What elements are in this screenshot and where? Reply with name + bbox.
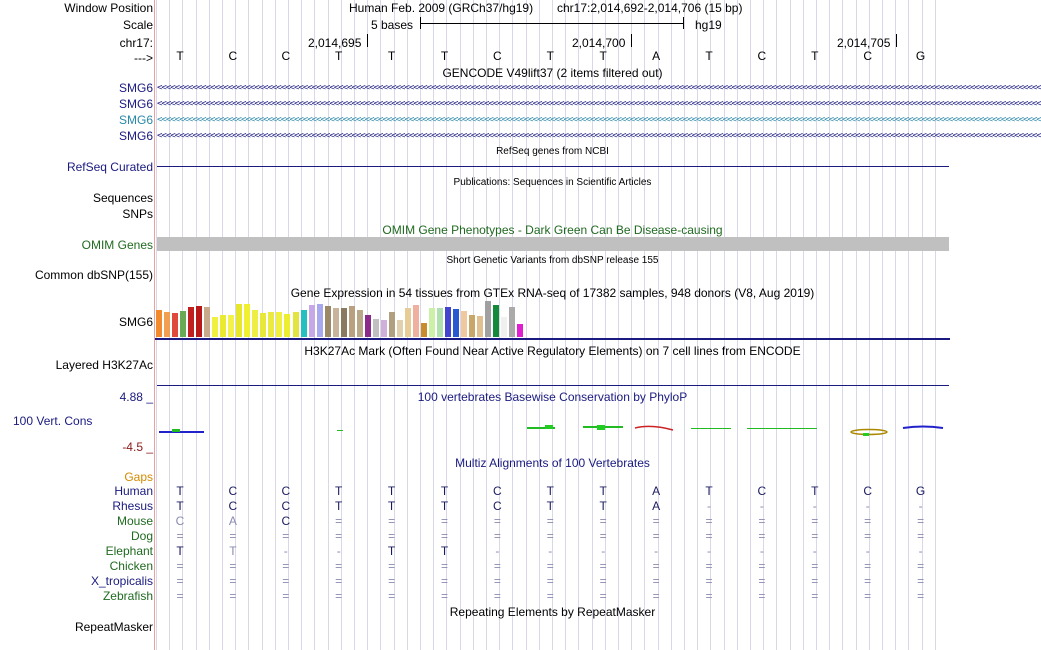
species-label[interactable]: Rhesus bbox=[112, 499, 153, 513]
alignment-base: = bbox=[864, 529, 872, 543]
alignment-base: = bbox=[493, 514, 501, 528]
alignment-base: = bbox=[176, 529, 184, 543]
gtex-tissue-bar[interactable] bbox=[349, 306, 355, 337]
alignment-base: = bbox=[917, 589, 925, 603]
alignment-base: T bbox=[546, 499, 554, 513]
alignment-base: = bbox=[388, 589, 396, 603]
alignment-base: T bbox=[176, 484, 184, 498]
alignment-base: T bbox=[440, 499, 449, 513]
alignment-base: = bbox=[176, 574, 184, 588]
gtex-expression-bars[interactable] bbox=[156, 300, 536, 337]
alignment-base: - bbox=[812, 499, 817, 513]
alignment-base: = bbox=[864, 589, 872, 603]
alignment-base: A bbox=[652, 484, 661, 498]
alignment-base: = bbox=[917, 559, 925, 573]
alignment-base: = bbox=[493, 529, 501, 543]
dna-base: T bbox=[546, 49, 554, 63]
dna-base: T bbox=[335, 49, 343, 63]
alignment-base: = bbox=[440, 529, 448, 543]
dna-base: C bbox=[281, 49, 291, 63]
alignment-base: = bbox=[811, 574, 819, 588]
alignment-base: = bbox=[864, 574, 872, 588]
ruler-tick-label: 2,014,700 bbox=[572, 36, 626, 50]
gene-model-arrows[interactable]: <<<<<<<<<<<<<<<<<<<<<<<<<<<<<<<<<<<<<<<<<<<<<<<<<<<<<<<<<<<<<<<<<<<<<<<<<<<<<<<<<<<<<<<<<<<<<<<<<<<<<<<<<<<<<<<<<<<<<<<<<<<<<<<<<<<<<<<<<<<<<<<<<<<<<<<<<<<<<<<<<<<<<<<<<<<<<<<<<<<<<<<<<<<<<<<<<<<<<<<< bbox=[157, 99, 1041, 109]
dna-base: A bbox=[652, 49, 661, 63]
gtex-tissue-bar[interactable] bbox=[164, 312, 170, 337]
species-label[interactable]: Dog bbox=[130, 529, 153, 543]
alignment-base: = bbox=[864, 559, 872, 573]
dbsnp-track-label[interactable]: Common dbSNP(155) bbox=[34, 268, 153, 282]
gtex-tissue-bar[interactable] bbox=[509, 307, 515, 337]
alignment-base: = bbox=[546, 529, 554, 543]
h3k27ac-track-title: H3K27Ac Mark (Often Found Near Active Regulatory Elements) on 7 cell lines from ENCODE bbox=[304, 344, 801, 358]
alignment-base: C bbox=[228, 499, 238, 513]
gtex-tissue-bar[interactable] bbox=[156, 310, 162, 337]
gtex-track-label[interactable]: SMG6 bbox=[118, 315, 153, 329]
gtex-tissue-bar[interactable] bbox=[252, 310, 258, 337]
alignment-base: = bbox=[599, 529, 607, 543]
alignment-base: = bbox=[811, 559, 819, 573]
gtex-tissue-bar[interactable] bbox=[301, 310, 307, 337]
gtex-tissue-bar[interactable] bbox=[493, 305, 499, 337]
alignment-base: = bbox=[599, 514, 607, 528]
gencode-item-label[interactable]: SMG6 bbox=[118, 97, 153, 111]
gtex-tissue-bar[interactable] bbox=[517, 324, 523, 337]
gtex-tissue-bar[interactable] bbox=[421, 323, 427, 337]
gtex-tissue-bar[interactable] bbox=[196, 306, 202, 337]
alignment-base: T bbox=[440, 544, 449, 558]
alignment-base: T bbox=[599, 499, 607, 513]
alignment-base: - bbox=[759, 499, 764, 513]
refseq-track-label[interactable]: RefSeq Curated bbox=[66, 160, 153, 174]
dna-sequence-row bbox=[0, 49, 950, 63]
alignment-base: = bbox=[176, 559, 184, 573]
gtex-tissue-bar[interactable] bbox=[397, 320, 403, 337]
omim-track-label[interactable]: OMIM Genes bbox=[81, 238, 153, 252]
ruler-tick-label: 2,014,705 bbox=[837, 36, 891, 50]
alignment-base: T bbox=[335, 499, 343, 513]
alignment-base: - bbox=[865, 499, 870, 513]
repeatmasker-track-title: Repeating Elements by RepeatMasker bbox=[449, 605, 656, 619]
publications-track-title: Publications: Sequences in Scientific Articles bbox=[453, 177, 652, 188]
alignment-base: = bbox=[546, 574, 554, 588]
phylop-max-label: 4.88 _ bbox=[119, 390, 153, 404]
alignment-base: = bbox=[652, 559, 660, 573]
gene-model-arrows[interactable]: <<<<<<<<<<<<<<<<<<<<<<<<<<<<<<<<<<<<<<<<<<<<<<<<<<<<<<<<<<<<<<<<<<<<<<<<<<<<<<<<<<<<<<<<<<<<<<<<<<<<<<<<<<<<<<<<<<<<<<<<<<<<<<<<<<<<<<<<<<<<<<<<<<<<<<<<<<<<<<<<<<<<<<<<<<<<<<<<<<<<<<<<<<<<<<<<<<<<<<<< bbox=[157, 83, 1041, 93]
ruler-tick bbox=[631, 34, 632, 47]
alignment-base: - bbox=[654, 544, 659, 558]
alignment-base: = bbox=[546, 559, 554, 573]
h3k27ac-track-label[interactable]: Layered H3K27Ac bbox=[55, 358, 153, 372]
phylop-signal[interactable] bbox=[157, 420, 949, 440]
alignment-base: T bbox=[811, 484, 819, 498]
alignment-base: - bbox=[336, 544, 341, 558]
ruler-tick-label: 2,014,695 bbox=[308, 36, 362, 50]
alignment-base: - bbox=[918, 544, 923, 558]
ruler-tick bbox=[367, 34, 368, 47]
alignment-base: - bbox=[759, 544, 764, 558]
alignment-base: = bbox=[652, 514, 660, 528]
alignment-base: = bbox=[388, 559, 396, 573]
snps-track-label[interactable]: SNPs bbox=[122, 207, 153, 221]
gtex-tissue-bar[interactable] bbox=[365, 315, 371, 337]
alignment-base: = bbox=[705, 589, 713, 603]
alignment-base: - bbox=[865, 544, 870, 558]
alignment-base: T bbox=[440, 484, 449, 498]
gtex-tissue-bar[interactable] bbox=[469, 315, 475, 337]
dna-base: G bbox=[915, 49, 926, 63]
species-label[interactable]: Elephant bbox=[105, 544, 153, 558]
gtex-tissue-bar[interactable] bbox=[413, 305, 419, 337]
alignment-base: C bbox=[757, 484, 767, 498]
alignment-base: = bbox=[282, 529, 290, 543]
alignment-base: - bbox=[495, 544, 500, 558]
phylop-track-label[interactable]: 100 Vert. Cons bbox=[13, 414, 93, 428]
alignment-base: = bbox=[335, 559, 343, 573]
gencode-track-title: GENCODE V49lift37 (2 items filtered out) bbox=[442, 66, 663, 80]
gtex-tissue-bar[interactable] bbox=[485, 301, 491, 337]
alignment-base: = bbox=[705, 514, 713, 528]
alignment-base: = bbox=[599, 559, 607, 573]
alignment-base: = bbox=[811, 529, 819, 543]
alignment-base: = bbox=[652, 529, 660, 543]
alignment-base: T bbox=[546, 484, 554, 498]
alignment-base: = bbox=[811, 589, 819, 603]
alignment-base: = bbox=[282, 574, 290, 588]
gtex-baseline bbox=[155, 338, 950, 340]
alignment-base: = bbox=[599, 574, 607, 588]
alignment-base: = bbox=[493, 589, 501, 603]
multiz-track-title: Multiz Alignments of 100 Vertebrates bbox=[455, 456, 650, 470]
window-position-label: Window Position bbox=[64, 1, 153, 15]
alignment-base: = bbox=[705, 529, 713, 543]
alignment-base: - bbox=[707, 499, 711, 513]
gtex-tissue-bar[interactable] bbox=[373, 319, 379, 337]
alignment-base: = bbox=[705, 559, 713, 573]
gtex-tissue-bar[interactable] bbox=[268, 312, 274, 337]
alignment-base: A bbox=[228, 514, 237, 528]
gtex-tissue-bar[interactable] bbox=[212, 317, 218, 337]
phylop-min-label: -4.5 _ bbox=[122, 440, 153, 454]
gtex-tissue-bar[interactable] bbox=[309, 305, 315, 337]
position-text[interactable]: chr17:2,014,692-2,014,706 (15 bp) bbox=[557, 1, 743, 15]
alignment-base: A bbox=[652, 499, 661, 513]
gencode-item-label[interactable]: SMG6 bbox=[118, 129, 153, 143]
dna-base: T bbox=[387, 49, 396, 63]
dna-base: C bbox=[493, 49, 502, 63]
dna-base: C bbox=[228, 49, 238, 63]
alignment-base: C bbox=[281, 484, 291, 498]
alignment-base: = bbox=[758, 529, 766, 543]
alignment-base: C bbox=[281, 514, 291, 528]
dna-base: C bbox=[863, 49, 873, 63]
alignment-base: = bbox=[335, 514, 343, 528]
alignment-base: = bbox=[758, 589, 766, 603]
species-label[interactable]: Zebrafish bbox=[102, 589, 153, 603]
multiz-alignment bbox=[0, 484, 950, 604]
gtex-tissue-bar[interactable] bbox=[453, 309, 459, 337]
alignment-base: = bbox=[388, 514, 396, 528]
alignment-base: T bbox=[176, 499, 184, 513]
alignment-base: = bbox=[758, 559, 766, 573]
alignment-base: = bbox=[758, 574, 766, 588]
gtex-tissue-bar[interactable] bbox=[389, 312, 395, 337]
alignment-base: - bbox=[812, 544, 817, 558]
chrom-label: chr17: bbox=[119, 36, 153, 50]
dna-base: T bbox=[176, 49, 184, 63]
db-name: hg19 bbox=[695, 18, 722, 32]
alignment-base: = bbox=[335, 529, 343, 543]
alignment-base: = bbox=[282, 559, 290, 573]
dna-base: T bbox=[440, 49, 449, 63]
alignment-base: C bbox=[493, 499, 502, 513]
refseq-track-title: RefSeq genes from NCBI bbox=[496, 146, 609, 157]
alignment-base: = bbox=[917, 529, 925, 543]
scale-bar bbox=[420, 17, 684, 29]
gtex-tissue-bar[interactable] bbox=[228, 315, 234, 337]
gtex-tissue-bar[interactable] bbox=[477, 316, 483, 337]
refseq-gene-line[interactable] bbox=[157, 166, 949, 167]
gtex-tissue-bar[interactable] bbox=[220, 315, 226, 337]
alignment-base: - bbox=[918, 499, 923, 513]
alignment-base: T bbox=[229, 544, 237, 558]
assembly-title: Human Feb. 2009 (GRCh37/hg19) bbox=[349, 1, 534, 15]
sequences-track-label[interactable]: Sequences bbox=[92, 191, 153, 205]
alignment-base: G bbox=[915, 484, 926, 498]
gtex-tissue-bar[interactable] bbox=[172, 313, 178, 337]
alignment-base: = bbox=[176, 589, 184, 603]
alignment-base: T bbox=[335, 484, 343, 498]
alignment-base: T bbox=[387, 499, 396, 513]
gaps-label[interactable]: Gaps bbox=[124, 470, 153, 484]
alignment-base: = bbox=[335, 589, 343, 603]
gtex-track-title: Gene Expression in 54 tissues from GTEx RNA-seq of 17382 samples, 948 donors (V8, Aug 2019) bbox=[290, 286, 815, 300]
alignment-base: T bbox=[176, 544, 184, 558]
gtex-tissue-bar[interactable] bbox=[276, 312, 282, 337]
alignment-base: = bbox=[705, 574, 713, 588]
alignment-base: = bbox=[440, 559, 448, 573]
gene-model-arrows[interactable]: <<<<<<<<<<<<<<<<<<<<<<<<<<<<<<<<<<<<<<<<<<<<<<<<<<<<<<<<<<<<<<<<<<<<<<<<<<<<<<<<<<<<<<<<<<<<<<<<<<<<<<<<<<<<<<<<<<<<<<<<<<<<<<<<<<<<<<<<<<<<<<<<<<<<<<<<<<<<<<<<<<<<<<<<<<<<<<<<<<<<<<<<<<<<<<<<<<<<<<<< bbox=[157, 131, 1041, 141]
gtex-tissue-bar[interactable] bbox=[204, 307, 210, 337]
alignment-base: T bbox=[599, 484, 607, 498]
gtex-tissue-bar[interactable] bbox=[260, 313, 266, 337]
alignment-base: - bbox=[548, 544, 553, 558]
alignment-base: = bbox=[811, 514, 819, 528]
alignment-base: = bbox=[493, 559, 501, 573]
gtex-tissue-bar[interactable] bbox=[501, 317, 507, 337]
gene-model-arrows[interactable]: <<<<<<<<<<<<<<<<<<<<<<<<<<<<<<<<<<<<<<<<<<<<<<<<<<<<<<<<<<<<<<<<<<<<<<<<<<<<<<<<<<<<<<<<<<<<<<<<<<<<<<<<<<<<<<<<<<<<<<<<<<<<<<<<<<<<<<<<<<<<<<<<<<<<<<<<<<<<<<<<<<<<<<<<<<<<<<<<<<<<<<<<<<<<<<<<<<<<<<<< bbox=[157, 115, 1041, 125]
gencode-item-label[interactable]: SMG6 bbox=[118, 81, 153, 95]
alignment-base: T bbox=[705, 484, 713, 498]
alignment-base: T bbox=[387, 484, 396, 498]
dbsnp-track-title: Short Genetic Variants from dbSNP release 155 bbox=[446, 255, 659, 266]
alignment-base: - bbox=[707, 544, 711, 558]
gtex-tissue-bar[interactable] bbox=[325, 306, 331, 337]
alignment-base: - bbox=[601, 544, 606, 558]
alignment-base: = bbox=[335, 574, 343, 588]
gtex-tissue-bar[interactable] bbox=[188, 307, 194, 337]
gtex-tissue-bar[interactable] bbox=[244, 304, 250, 337]
ruler-tick bbox=[896, 34, 897, 47]
alignment-base: = bbox=[864, 514, 872, 528]
gtex-tissue-bar[interactable] bbox=[357, 310, 363, 337]
dna-base: T bbox=[705, 49, 713, 63]
repeatmasker-track-label[interactable]: RepeatMasker bbox=[74, 620, 153, 634]
species-label[interactable]: Human bbox=[114, 484, 153, 498]
omim-track-title: OMIM Gene Phenotypes - Dark Green Can Be Disease-causing bbox=[382, 223, 723, 237]
gtex-tissue-bar[interactable] bbox=[341, 308, 347, 337]
dna-base: T bbox=[811, 49, 819, 63]
alignment-base: = bbox=[917, 574, 925, 588]
gtex-tissue-bar[interactable] bbox=[180, 311, 186, 337]
alignment-base: = bbox=[229, 529, 237, 543]
h3k27ac-baseline bbox=[157, 385, 949, 386]
gencode-item-label[interactable]: SMG6 bbox=[118, 113, 153, 127]
alignment-base: = bbox=[493, 574, 501, 588]
gtex-tissue-bar[interactable] bbox=[429, 308, 435, 337]
alignment-base: = bbox=[652, 589, 660, 603]
alignment-base: = bbox=[440, 514, 448, 528]
alignment-base: = bbox=[229, 574, 237, 588]
gtex-tissue-bar[interactable] bbox=[293, 312, 299, 337]
alignment-base: = bbox=[652, 574, 660, 588]
scale-label: Scale bbox=[122, 18, 153, 32]
gtex-tissue-bar[interactable] bbox=[405, 308, 411, 337]
alignment-base: C bbox=[175, 514, 185, 528]
alignment-base: = bbox=[388, 529, 396, 543]
alignment-base: = bbox=[229, 589, 237, 603]
alignment-base: = bbox=[440, 574, 448, 588]
species-label[interactable]: X_tropicalis bbox=[90, 574, 153, 588]
gtex-tissue-bar[interactable] bbox=[461, 311, 467, 337]
scale-text: 5 bases bbox=[371, 18, 414, 32]
alignment-base: T bbox=[387, 544, 396, 558]
alignment-base: C bbox=[228, 484, 238, 498]
alignment-base: = bbox=[388, 574, 396, 588]
gtex-tissue-bar[interactable] bbox=[333, 308, 339, 337]
alignment-base: = bbox=[758, 514, 766, 528]
gtex-tissue-bar[interactable] bbox=[317, 304, 323, 337]
dna-base: C bbox=[757, 49, 767, 63]
alignment-base: = bbox=[546, 589, 554, 603]
alignment-base: - bbox=[283, 544, 288, 558]
gtex-tissue-bar[interactable] bbox=[381, 320, 387, 337]
species-label[interactable]: Chicken bbox=[109, 559, 153, 573]
alignment-base: = bbox=[599, 589, 607, 603]
phylop-track-title: 100 vertebrates Basewise Conservation by PhyloP bbox=[417, 390, 688, 404]
omim-gene-bar[interactable] bbox=[157, 237, 949, 251]
dna-base: T bbox=[599, 49, 607, 63]
alignment-base: = bbox=[917, 514, 925, 528]
alignment-base: = bbox=[229, 559, 237, 573]
alignment-base: = bbox=[282, 589, 290, 603]
alignment-base: C bbox=[281, 499, 291, 513]
gtex-tissue-bar[interactable] bbox=[445, 307, 451, 337]
gtex-tissue-bar[interactable] bbox=[284, 314, 290, 337]
species-label[interactable]: Mouse bbox=[116, 514, 153, 528]
alignment-base: = bbox=[440, 589, 448, 603]
strand-label: ---> bbox=[134, 51, 153, 65]
alignment-base: = bbox=[546, 514, 554, 528]
gtex-tissue-bar[interactable] bbox=[437, 308, 443, 337]
alignment-base: C bbox=[493, 484, 502, 498]
gtex-tissue-bar[interactable] bbox=[236, 304, 242, 337]
alignment-base: C bbox=[863, 484, 873, 498]
